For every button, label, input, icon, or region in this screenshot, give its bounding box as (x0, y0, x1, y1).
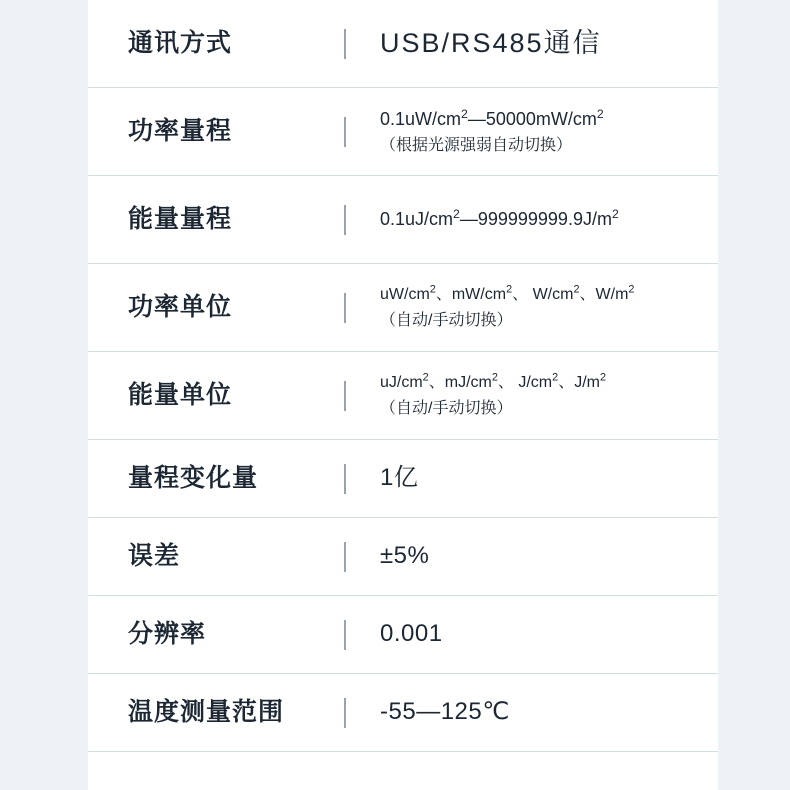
row-divider (344, 117, 346, 147)
row-label: 量程变化量 (128, 463, 259, 492)
row-divider (344, 542, 346, 572)
row-divider (344, 620, 346, 650)
table-row (88, 88, 718, 176)
row-label: 误差 (128, 541, 181, 570)
row-label: 能量量程 (128, 204, 233, 233)
row-divider (344, 381, 346, 411)
row-divider (344, 698, 346, 728)
table-row (88, 440, 718, 518)
table-row (88, 0, 718, 88)
spec-table (88, 0, 718, 752)
row-value (380, 283, 718, 331)
row-value (380, 206, 718, 232)
row-value (380, 461, 718, 496)
row-value-text: $uW/cm^2$、$mW/cm^2$、 $W/cm^2$、$W/m^2$ (380, 283, 635, 304)
row-divider (344, 205, 346, 235)
table-row (88, 176, 718, 264)
row-label: 分辨率 (128, 619, 207, 648)
row-value-text: 1亿 (380, 464, 419, 492)
row-value-text: ±5% (380, 542, 430, 570)
row-value-text: 0.001 (380, 620, 443, 648)
table-row (88, 352, 718, 440)
row-value-text: -55—125℃ (380, 698, 510, 726)
row-value-note: （自动/手动切换） (380, 399, 513, 417)
row-divider (344, 293, 346, 323)
row-value (380, 106, 718, 157)
row-value (380, 24, 718, 63)
row-divider (344, 29, 346, 59)
row-value (380, 539, 718, 574)
row-label: 能量单位 (128, 380, 233, 409)
row-value (380, 695, 718, 730)
row-value-text: $0.1uW/cm^2—50000mW/cm^2$ (380, 106, 604, 129)
table-row (88, 518, 718, 596)
table-row (88, 264, 718, 352)
row-value-note: （自动/手动切换） (380, 311, 513, 329)
row-value (380, 617, 718, 652)
row-value-text: $0.1uJ/cm^2—999999999.9J/m^2$ (380, 207, 619, 230)
table-row (88, 674, 718, 752)
row-divider (344, 464, 346, 494)
table-row (88, 596, 718, 674)
row-value-text: USB/RS485通信 (380, 27, 602, 58)
row-label: 功率单位 (128, 292, 233, 321)
row-value-note: （根据光源强弱自动切换） (380, 136, 573, 154)
row-value (380, 371, 718, 419)
row-label: 功率量程 (128, 116, 233, 145)
row-label: 温度测量范围 (128, 697, 285, 726)
row-label: 通讯方式 (128, 28, 233, 57)
row-value-text: $uJ/cm^2$、$mJ/cm^2$、 $J/cm^2$、$J/m^2$ (380, 371, 607, 392)
